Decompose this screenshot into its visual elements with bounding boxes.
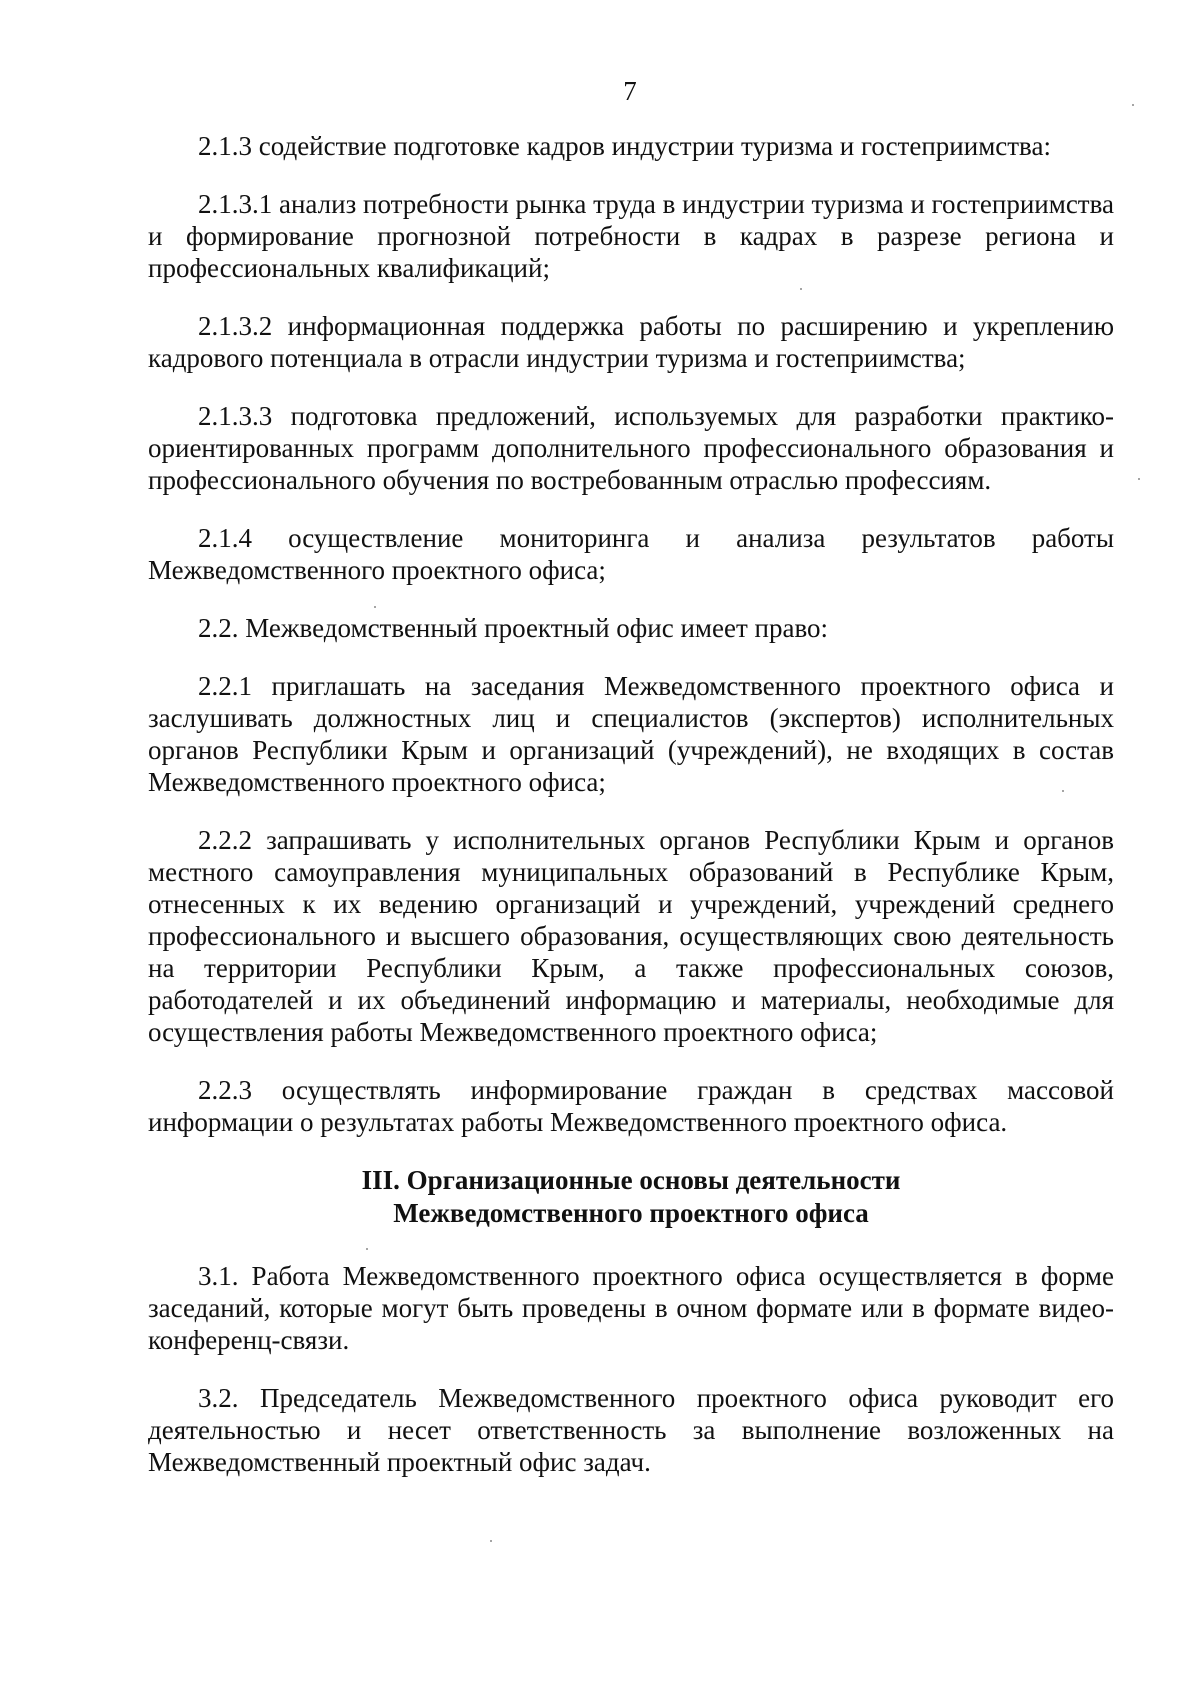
paragraph-2-2-3: 2.2.3 осуществлять информирование граждан в средствах массовой информации о результатах работы Межведомственного проектного офиса. [148,1075,1114,1137]
paragraph-2-1-3-3: 2.1.3.3 подготовка предложений, используемых для разработки практико-ориентированных программ дополнительного профессионального образования и профессионального обучения по востребованным отраслью профессиям. [148,401,1114,495]
scan-speck [366,1248,368,1250]
paragraph-2-1-3: 2.1.3 содействие подготовке кадров индустрии туризма и гостеприимства: [198,131,1051,161]
section-heading-line-2: Межведомственного проектного офиса [393,1198,869,1228]
document-body [148,130,1114,1504]
scan-speck [1132,104,1134,106]
paragraph-2-2: 2.2. Межведомственный проектный офис имеет право: [198,613,829,643]
paragraph-3-2: 3.2. Председатель Межведомственного проектного офиса руководит его деятельностью и несет ответственность за выполнение возложенных на Межведомственный проектный офис задач. [148,1383,1114,1477]
scan-speck [1138,478,1140,480]
page-number: 7 [623,76,637,106]
section-heading [148,1164,1114,1230]
paragraph-2-2-1: 2.2.1 приглашать на заседания Межведомственного проектного офиса и заслушивать должностных лиц и специалистов (экспертов) исполнительных органов Республики Крым и организаций (учреждений), не входящих в состав Межведомственного проектного офиса; [148,671,1114,797]
scan-speck [374,606,376,608]
scan-speck [1062,790,1064,792]
section-heading-line-1: III. Организационные основы деятельности [361,1165,901,1195]
paragraph-2-1-3-1: 2.1.3.1 анализ потребности рынка труда в индустрии туризма и гостеприимства и формирование прогнозной потребности в кадрах в разрезе региона и профессиональных квалификаций; [148,189,1114,283]
scan-speck [490,1540,492,1542]
paragraph-2-1-3-2: 2.1.3.2 информационная поддержка работы по расширению и укреплению кадрового потенциала в отрасли индустрии туризма и гостеприимства; [148,311,1114,373]
scan-speck [800,288,802,290]
paragraph-2-1-4: 2.1.4 осуществление мониторинга и анализа результатов работы Межведомственного проектного офиса; [148,523,1114,585]
paragraph-2-2-2: 2.2.2 запрашивать у исполнительных органов Республики Крым и органов местного самоуправления муниципальных образований в Республике Крым, отнесенных к их ведению организаций и учреждений, учреждений среднего профессионального и высшего образования, осуществляющих свою деятельность на территории Республики Крым, а также профессиональных союзов, работодателей и их объединений информацию и материалы, необходимые для осуществления работы Межведомственного проектного офиса; [148,825,1114,1047]
paragraph-3-1: 3.1. Работа Межведомственного проектного офиса осуществляется в форме заседаний, которые могут быть проведены в очном формате или в формате видео-конференц-связи. [148,1261,1114,1355]
